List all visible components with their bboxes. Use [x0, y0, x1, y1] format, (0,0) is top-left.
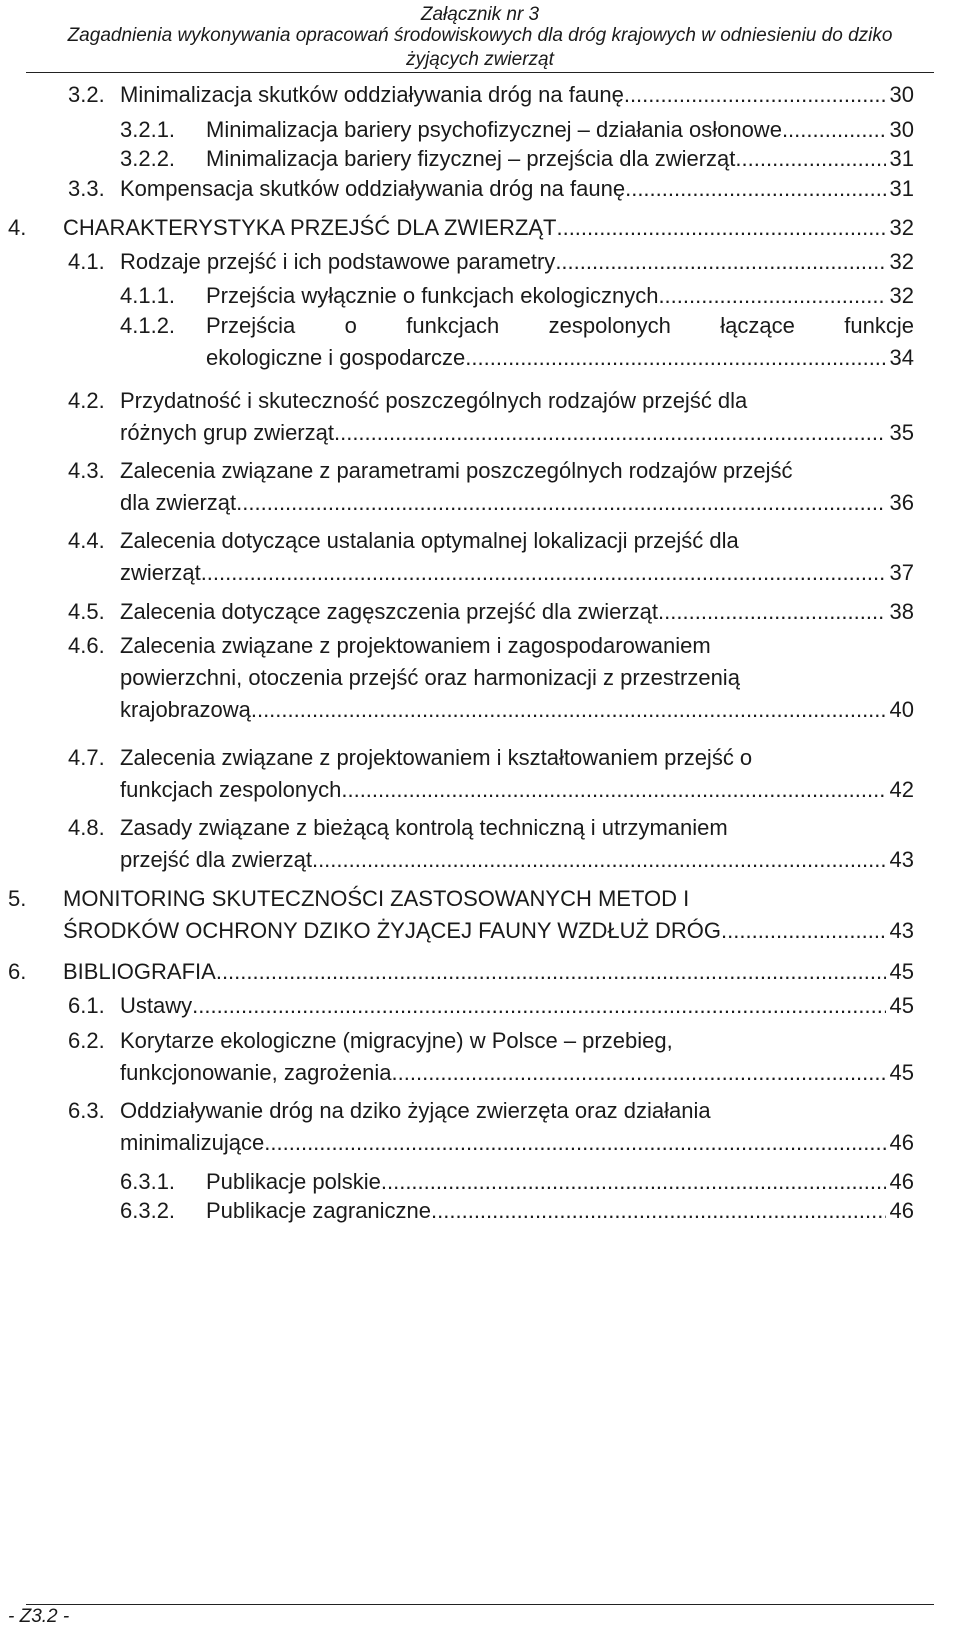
toc-entry-number: 3.2.1. — [120, 117, 176, 142]
toc-entry-title: Zalecenia związane z projektowaniem i kształtowaniem przejść o — [120, 745, 753, 770]
toc-entry-number: 6.3. — [68, 1098, 105, 1123]
toc-entry-leader-row — [206, 114, 914, 146]
toc-entry-number: 6. — [8, 959, 27, 984]
toc-entry-number: 4.3. — [68, 458, 105, 483]
dot-leader — [264, 1127, 885, 1159]
toc-entry-leader-row — [63, 956, 914, 988]
dot-leader — [201, 557, 886, 589]
toc-entry-page-number: 31 — [889, 146, 914, 171]
toc-entry-page-number: 45 — [889, 959, 914, 984]
toc-entry-leader-row — [120, 79, 914, 111]
toc-entry[interactable] — [0, 525, 960, 589]
toc-entry[interactable] — [0, 630, 960, 726]
toc-entry-leader-row — [120, 694, 914, 726]
dot-leader — [312, 844, 886, 876]
footer-divider — [26, 1604, 934, 1605]
dot-leader — [658, 280, 885, 312]
toc-entry-title: Publikacje zagraniczne — [206, 1198, 432, 1223]
toc-entry-page-number: 45 — [889, 1060, 914, 1085]
toc-entry-title: funkcjonowanie, zagrożenia — [120, 1060, 392, 1085]
toc-entry-page-number: 32 — [889, 215, 914, 240]
dot-leader — [658, 596, 885, 628]
toc-entry-title: powierzchni, otoczenia przejść oraz harmonizacji z przestrzenią — [120, 665, 740, 690]
toc-entry[interactable] — [0, 212, 960, 244]
toc-entry-title: Zasady związane z bieżącą kontrolą techniczną i utrzymaniem — [120, 815, 728, 840]
toc-entry-title: Ustawy — [120, 993, 193, 1018]
toc-entry-title: Oddziaływanie dróg na dziko żyjące zwierzęta oraz działania — [120, 1098, 711, 1123]
toc-entry[interactable] — [0, 1095, 960, 1159]
toc-entry-leader-row — [120, 417, 914, 449]
toc-entry-title: krajobrazową — [120, 697, 251, 722]
toc-entry-page-number: 40 — [889, 697, 914, 722]
toc-entry-number: 3.2. — [68, 82, 105, 107]
toc-entry-leader-row — [206, 1195, 914, 1227]
toc-entry-number: 4.1.2. — [120, 313, 176, 338]
toc-entry-leader-row — [63, 915, 914, 947]
toc-entry-number: 6.1. — [68, 993, 105, 1018]
toc-entry-title: Zalecenia związane z projektowaniem i zagospodarowaniem — [120, 633, 711, 658]
toc-entry-leader-row — [206, 280, 914, 312]
toc-entry-title: przejść dla zwierząt — [120, 847, 312, 872]
toc-entry-title: Zalecenia związane z parametrami poszczególnych rodzajów przejść — [120, 458, 793, 483]
toc-entry[interactable] — [0, 310, 960, 374]
dot-leader — [381, 1166, 886, 1198]
toc-entry-title: MONITORING SKUTECZNOŚCI ZASTOSOWANYCH METOD I — [63, 886, 690, 911]
toc-entry-title: minimalizujące — [120, 1130, 265, 1155]
toc-entry-title: różnych grup zwierząt — [120, 420, 334, 445]
toc-entry-leader-row — [63, 212, 914, 244]
toc-entry-title: ŚRODKÓW OCHRONY DZIKO ŻYJĄCEJ FAUNY WZDŁUŻ DRÓG — [63, 918, 722, 943]
toc-entry-leader-row — [120, 774, 914, 806]
toc-entry-title: Minimalizacja bariery fizycznej – przejścia dla zwierząt — [206, 146, 736, 171]
toc-entry-page-number: 38 — [889, 599, 914, 624]
toc-entry-number: 4.1. — [68, 249, 105, 274]
toc-entry-number: 4. — [8, 215, 27, 240]
toc-entry[interactable] — [0, 1166, 960, 1198]
toc-entry-page-number: 46 — [889, 1130, 914, 1155]
toc-entry-number: 4.4. — [68, 528, 105, 553]
toc-entry-title: Minimalizacja skutków oddziaływania dróg na faunę — [120, 82, 624, 107]
dot-leader — [721, 915, 886, 947]
toc-entry-number: 4.1.1. — [120, 283, 176, 308]
toc-entry-leader-row — [120, 990, 914, 1022]
toc-entry-number: 6.3.2. — [120, 1198, 176, 1223]
toc-entry[interactable] — [0, 385, 960, 449]
toc-entry-page-number: 30 — [889, 117, 914, 142]
toc-entry[interactable] — [0, 596, 960, 628]
toc-entry-leader-row — [206, 143, 914, 175]
toc-entry-title: Zalecenia dotyczące ustalania optymalnej lokalizacji przejść dla — [120, 528, 739, 553]
toc-entry-title: funkcjach zespolonych — [120, 777, 342, 802]
toc-entry[interactable] — [0, 1025, 960, 1089]
header-subtitle-line1: Zagadnienia wykonywania opracowań środowiskowych dla dróg krajowych w odniesieniu do dziko — [67, 25, 893, 46]
toc-entry-page-number: 42 — [889, 777, 914, 802]
header-title: Załącznik nr 3 — [420, 4, 540, 25]
toc-entry-title: Zalecenia dotyczące zagęszczenia przejść dla zwierząt — [120, 599, 659, 624]
dot-leader — [392, 1057, 886, 1089]
header-divider — [26, 72, 934, 73]
toc-entry-leader-row — [120, 844, 914, 876]
toc-entry-page-number: 43 — [889, 847, 914, 872]
toc-entry-page-number: 46 — [889, 1198, 914, 1223]
toc-entry-page-number: 43 — [889, 918, 914, 943]
toc-entry[interactable] — [0, 1195, 960, 1227]
toc-entry[interactable] — [0, 173, 960, 205]
toc-entry-leader-row — [120, 596, 914, 628]
toc-entry-number: 3.2.2. — [120, 146, 176, 171]
dot-leader — [431, 1195, 885, 1227]
toc-entry-number: 4.8. — [68, 815, 105, 840]
toc-entry-title: CHARAKTERYSTYKA PRZEJŚĆ DLA ZWIERZĄT — [63, 215, 557, 240]
toc-entry-title: dla zwierząt — [120, 490, 237, 515]
toc-entry[interactable] — [0, 990, 960, 1022]
toc-entry-number: 4.7. — [68, 745, 105, 770]
toc-entry[interactable] — [0, 79, 960, 111]
toc-entry-page-number: 45 — [889, 993, 914, 1018]
dot-leader — [192, 990, 885, 1022]
toc-entry[interactable] — [0, 455, 960, 519]
toc-entry-leader-row — [206, 1166, 914, 1198]
toc-entry-title: Korytarze ekologiczne (migracyjne) w Polsce – przebieg, — [120, 1028, 673, 1053]
dot-leader — [341, 774, 885, 806]
toc-entry-page-number: 37 — [889, 560, 914, 585]
toc-entry[interactable] — [0, 812, 960, 876]
footer-page-label: - Z3.2 - — [8, 1606, 70, 1627]
toc-entry-page-number: 46 — [889, 1169, 914, 1194]
toc-entry-page-number: 35 — [889, 420, 914, 445]
toc-entry-number: 4.5. — [68, 599, 105, 624]
toc-entry-page-number: 31 — [889, 176, 914, 201]
toc-entry-leader-row — [120, 1127, 914, 1159]
toc-entry-title: ekologiczne i gospodarcze — [206, 345, 466, 370]
toc-entry-page-number: 34 — [889, 345, 914, 370]
toc-entry[interactable] — [0, 280, 960, 312]
toc-entry-leader-row — [120, 173, 914, 205]
toc-entry-page-number: 36 — [889, 490, 914, 515]
toc-entry-number: 6.2. — [68, 1028, 105, 1053]
toc-entry-leader-row — [120, 1057, 914, 1089]
dot-leader — [216, 956, 886, 988]
toc-entry[interactable] — [0, 742, 960, 806]
toc-entry-number: 6.3.1. — [120, 1169, 176, 1194]
toc-entry-page-number: 32 — [889, 283, 914, 308]
dot-leader — [251, 694, 886, 726]
dot-leader — [555, 246, 885, 278]
toc-entry-leader-row — [120, 246, 914, 278]
toc-entry[interactable] — [0, 114, 960, 146]
toc-entry-number: 4.6. — [68, 633, 105, 658]
dot-leader — [735, 143, 885, 175]
toc-entry-number: 5. — [8, 886, 27, 911]
toc-entry-title: zwierząt — [120, 560, 201, 585]
toc-entry[interactable] — [0, 883, 960, 947]
toc-entry-leader-row — [120, 557, 914, 589]
dot-leader — [465, 342, 885, 374]
dot-leader — [624, 79, 886, 111]
toc-entry[interactable] — [0, 956, 960, 988]
toc-entry-title: Przejścia o funkcjach zespolonych łączące funkcje — [206, 313, 914, 338]
toc-entry[interactable] — [0, 246, 960, 278]
dot-leader — [625, 173, 885, 205]
toc-entry-number: 3.3. — [68, 176, 105, 201]
dot-leader — [236, 487, 885, 519]
toc-entry-title: Publikacje polskie — [206, 1169, 381, 1194]
toc-entry-title: Rodzaje przejść i ich podstawowe parametry — [120, 249, 556, 274]
toc-entry-title: Przydatność i skuteczność poszczególnych rodzajów przejść dla — [120, 388, 748, 413]
toc-entry[interactable] — [0, 143, 960, 175]
toc-entry-leader-row — [206, 342, 914, 374]
toc-entry-number: 4.2. — [68, 388, 105, 413]
toc-entry-leader-row — [120, 487, 914, 519]
header-subtitle-line2: żyjących zwierząt — [406, 49, 554, 70]
dot-leader — [556, 212, 885, 244]
toc-entry-page-number: 32 — [889, 249, 914, 274]
toc-entry-title: Minimalizacja bariery psychofizycznej – działania osłonowe — [206, 117, 782, 142]
toc-entry-title: BIBLIOGRAFIA — [63, 959, 216, 984]
toc-entry-title: Przejścia wyłącznie o funkcjach ekologicznych — [206, 283, 659, 308]
toc-entry-page-number: 30 — [889, 82, 914, 107]
dot-leader — [782, 114, 886, 146]
toc-entry-title: Kompensacja skutków oddziaływania dróg na faunę — [120, 176, 626, 201]
dot-leader — [334, 417, 886, 449]
